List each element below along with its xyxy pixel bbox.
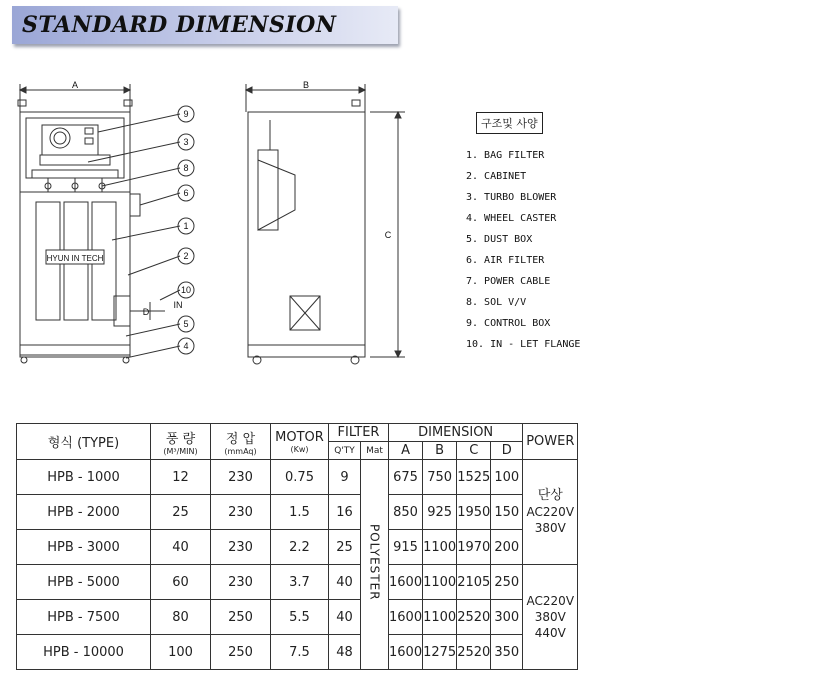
- cell-b: 1275: [423, 635, 457, 670]
- table-row: [17, 565, 578, 600]
- cell-b: 1100: [423, 600, 457, 635]
- cell-c: 2520: [457, 600, 491, 635]
- dim-label-c: C: [384, 230, 392, 240]
- cell-b: 1100: [423, 530, 457, 565]
- dim-label-d: D: [142, 307, 150, 317]
- header-dimension: DIMENSION: [389, 424, 523, 442]
- legend-item: 10. IN - LET FLANGE: [466, 339, 581, 350]
- table-row: [17, 600, 578, 635]
- header-mat: Mat: [361, 442, 389, 460]
- cell-power-single: 단상 AC220V 380V: [523, 460, 578, 565]
- table-row: [17, 460, 578, 495]
- cell-motor: 3.7: [271, 565, 329, 600]
- cell-power-three-phase: AC220V 380V 440V: [523, 565, 578, 670]
- cell-type: HPB - 7500: [17, 600, 151, 635]
- cell-a: 1600: [389, 600, 423, 635]
- cell-motor: 5.5: [271, 600, 329, 635]
- cell-a: 1600: [389, 635, 423, 670]
- page-title: STANDARD DIMENSION: [22, 12, 337, 38]
- technical-drawing: [0, 60, 825, 390]
- title-banner: [12, 6, 398, 44]
- cell-type: HPB - 2000: [17, 495, 151, 530]
- cell-type: HPB - 10000: [17, 635, 151, 670]
- header-type: 형식 (TYPE): [17, 424, 151, 460]
- cell-b: 925: [423, 495, 457, 530]
- callout-4: 4: [183, 341, 189, 351]
- nameplate-text: HYUN IN TECH: [46, 254, 104, 263]
- callout-10: 10: [180, 285, 192, 295]
- cell-d: 350: [491, 635, 523, 670]
- cell-qty: 9: [329, 460, 361, 495]
- cell-motor: 7.5: [271, 635, 329, 670]
- cell-qty: 25: [329, 530, 361, 565]
- cell-motor: 1.5: [271, 495, 329, 530]
- inlet-label: IN: [173, 300, 183, 310]
- cell-c: 1525: [457, 460, 491, 495]
- cell-pressure: 230: [211, 460, 271, 495]
- legend-item: 2. CABINET: [466, 171, 527, 182]
- cell-c: 1950: [457, 495, 491, 530]
- cell-d: 100: [491, 460, 523, 495]
- cell-motor: 2.2: [271, 530, 329, 565]
- header-motor: MOTOR (Kw): [271, 424, 329, 460]
- cell-qty: 16: [329, 495, 361, 530]
- cell-pressure: 250: [211, 600, 271, 635]
- header-power: POWER: [523, 424, 578, 460]
- cell-type: HPB - 1000: [17, 460, 151, 495]
- cell-c: 1970: [457, 530, 491, 565]
- cell-pressure: 250: [211, 635, 271, 670]
- cell-c: 2520: [457, 635, 491, 670]
- legend-item: 4. WHEEL CASTER: [466, 213, 557, 224]
- header-pressure: 정 압 (mmAq): [211, 424, 271, 460]
- callout-3: 3: [183, 137, 189, 147]
- header-b: B: [423, 442, 457, 460]
- header-qty: Q'TY: [329, 442, 361, 460]
- dim-label-a: A: [71, 80, 79, 90]
- cell-a: 675: [389, 460, 423, 495]
- cell-d: 200: [491, 530, 523, 565]
- cell-flow: 100: [151, 635, 211, 670]
- callout-2: 2: [183, 251, 189, 261]
- cell-flow: 40: [151, 530, 211, 565]
- legend-title: 구조및 사양: [476, 112, 543, 134]
- cell-material: POLYESTER: [361, 460, 389, 670]
- cell-qty: 40: [329, 565, 361, 600]
- cell-pressure: 230: [211, 495, 271, 530]
- cell-a: 1600: [389, 565, 423, 600]
- cell-d: 250: [491, 565, 523, 600]
- table-row: [17, 530, 578, 565]
- header-flow: 풍 량 (M³/MIN): [151, 424, 211, 460]
- cell-pressure: 230: [211, 530, 271, 565]
- parts-legend: [466, 150, 580, 360]
- legend-item: 3. TURBO BLOWER: [466, 192, 557, 203]
- cell-a: 915: [389, 530, 423, 565]
- cell-qty: 48: [329, 635, 361, 670]
- legend-item: 6. AIR FILTER: [466, 255, 545, 266]
- dim-label-b: B: [302, 80, 310, 90]
- legend-item: 5. DUST BOX: [466, 234, 533, 245]
- callout-5: 5: [183, 319, 189, 329]
- header-c: C: [457, 442, 491, 460]
- cell-d: 300: [491, 600, 523, 635]
- cell-c: 2105: [457, 565, 491, 600]
- cell-qty: 40: [329, 600, 361, 635]
- callout-6: 6: [183, 188, 189, 198]
- cell-type: HPB - 5000: [17, 565, 151, 600]
- spec-table: [16, 423, 578, 670]
- header-d: D: [491, 442, 523, 460]
- cell-flow: 80: [151, 600, 211, 635]
- cell-b: 1100: [423, 565, 457, 600]
- cell-motor: 0.75: [271, 460, 329, 495]
- cell-pressure: 230: [211, 565, 271, 600]
- header-filter: FILTER: [329, 424, 389, 442]
- cell-flow: 60: [151, 565, 211, 600]
- cell-d: 150: [491, 495, 523, 530]
- legend-item: 1. BAG FILTER: [466, 150, 545, 161]
- legend-item: 8. SOL V/V: [466, 297, 527, 308]
- legend-item: 7. POWER CABLE: [466, 276, 551, 287]
- cell-flow: 25: [151, 495, 211, 530]
- cell-type: HPB - 3000: [17, 530, 151, 565]
- callout-1: 1: [183, 221, 189, 231]
- header-a: A: [389, 442, 423, 460]
- table-row: [17, 495, 578, 530]
- legend-item: 9. CONTROL BOX: [466, 318, 551, 329]
- callout-8: 8: [183, 163, 189, 173]
- cell-b: 750: [423, 460, 457, 495]
- cell-flow: 12: [151, 460, 211, 495]
- callout-9: 9: [183, 109, 189, 119]
- cell-a: 850: [389, 495, 423, 530]
- table-row: [17, 635, 578, 670]
